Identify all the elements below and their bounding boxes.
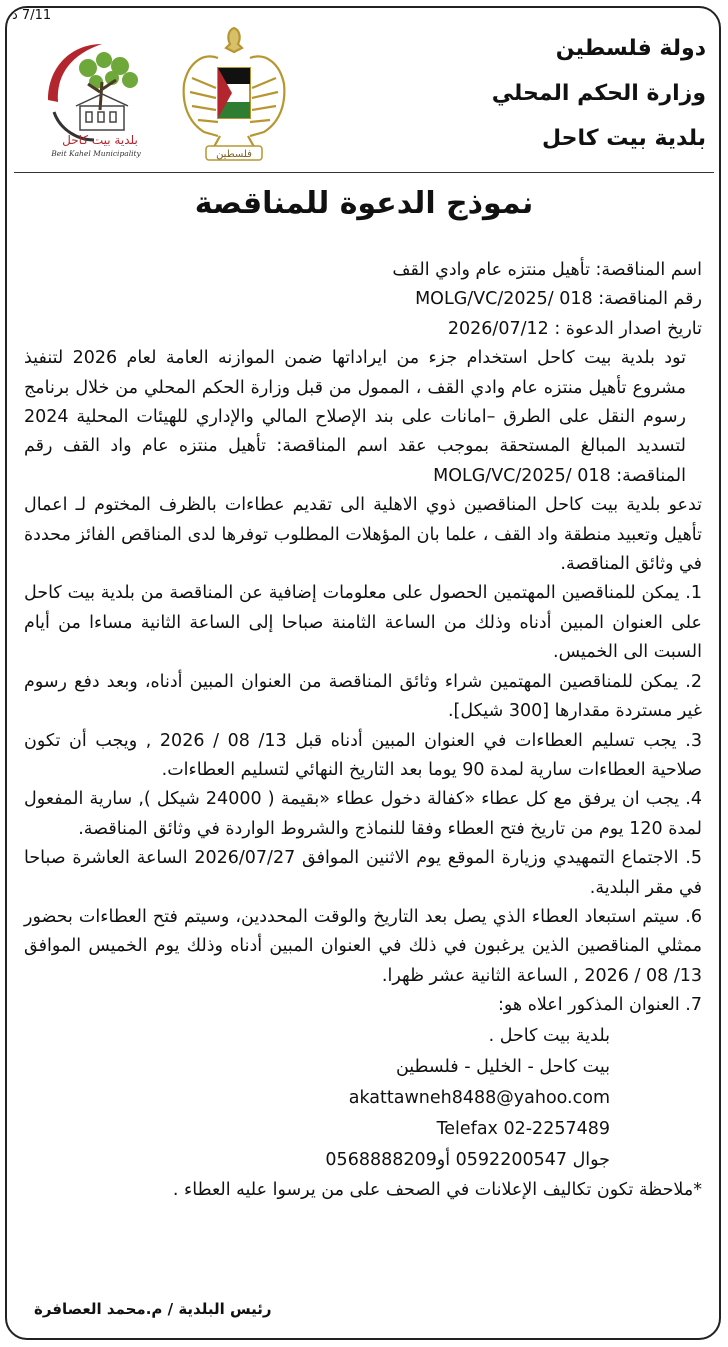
invitation-paragraph: تدعو بلدية بيت كاحل المناقصين ذوي الاهلية الى تقديم عطاءات بالظرف المختوم لـ اعمال تأهيل وتعبيد منطقة واد القف ، علما بان المؤهلات المطلوب توفرها لدى المناقص الفائز محددة في وثائق المناقصة. — [24, 495, 702, 575]
list-item: 7. العنوان المذكور اعلاه هو: — [497, 995, 702, 1016]
list-item: 6. سيتم استبعاد العطاء الذي يصل بعد التاريخ والوقت المحددين، وسيتم فتح العطاءات بحضور ممثلي المناقصين الذين يرغبون في ذلك في العنوان المبين أدناه وذلك يوم الخميس الموافق 13/ 08 / 2026 , الساعة الثانية عشر ظهرا. — [24, 906, 702, 986]
issuer-header — [492, 26, 706, 161]
address-block — [24, 1021, 702, 1176]
header-ministry: وزارة الحكم المحلي — [491, 81, 706, 106]
email-address: akattawneh8488@yahoo.com — [348, 1087, 610, 1108]
mayor-signature: رئيس البلدية / م.محمد العصافرة — [34, 1300, 272, 1318]
header-divider — [14, 172, 714, 173]
palestine-emblem-logo — [180, 18, 288, 168]
tender-body — [24, 256, 702, 1205]
mobile-numbers: جوال 0592200547 أو0568888209 — [325, 1149, 610, 1170]
document-title: نموذج الدعوة للمناقصة — [194, 186, 534, 221]
tender-number: رقم المناقصة: MOLG/VC/2025/ 018 — [415, 289, 702, 310]
tender-issue-date: تاريخ اصدار الدعوة : 2026/07/12 — [447, 318, 702, 339]
list-item: 2. يمكن للمناقصين المهتمين شراء وثائق المناقصة من العنوان المبين أدناه، وبعد دفع رسوم غير مستردة مقدارها [300 شيكل]. — [24, 671, 702, 722]
address-name: بلدية بيت كاحل . — [488, 1025, 610, 1046]
reference-number: 7/11 د — [12, 8, 52, 23]
header-state: دولة فلسطين — [555, 36, 706, 61]
logo-english-name: Beit Kahel Municipality — [51, 149, 141, 158]
address-location: بيت كاحل - الخليل - فلسطين — [395, 1056, 610, 1077]
intro-paragraph: تود بلدية بيت كاحل استخدام جزء من ايراداتها ضمن الموازنه العامة لعام 2026 لتنفيذ مشروع تأهيل منتزه عام وادي القف ، الممول من قبل وزارة الحكم المحلي من خلال برنامج رسوم النقل على الطرق –امانات على بند الإصلاح المالي والإداري للهيئات المحلية 2024 لتسديد المبالغ المستحقة بموجب عقد اسم المناقصة: تأهيل منتزه عام واد القف رقم المناقصة: MOLG/VC/2025/ 018 — [24, 348, 686, 486]
tender-name: اسم المناقصة: تأهيل منتزه عام وادي القف — [392, 260, 702, 280]
list-item: 3. يجب تسليم العطاءات في العنوان المبين أدناه قبل 13/ 08 / 2026 , ويجب أن تكون صلاحية العطاءات سارية لمدة 90 يوما بعد التاريخ النهائي لتسليم العطاءات. — [24, 730, 702, 780]
logo-arabic-name: بلدية بيت كاحل — [62, 133, 138, 147]
list-item: 1. يمكن للمناقصين المهتمين الحصول على معلومات إضافية عن المناقصة من بلدية بيت كاحل على العنوان المبين أدناه وذلك من الساعة الثامنة صباحا إلى الساعة الثانية مساءا من أيام السبت الى الخميس. — [24, 583, 702, 663]
beit-kahel-municipality-logo — [30, 30, 160, 160]
header-municipality: بلدية بيت كاحل — [542, 126, 706, 151]
telefax-number: Telefax 02-2257489 — [436, 1118, 610, 1139]
emblem-caption: فلسطين — [216, 149, 252, 160]
list-item: 4. يجب ان يرفق مع كل عطاء «كفالة دخول عطاء «بقيمة ( 24000 شيكل ), سارية المفعول لمدة 120 يوم من تاريخ فتح العطاء وفقا للنماذج والشروط الواردة في وثائق المناقصة. — [24, 789, 702, 839]
list-item: 5. الاجتماع التمهيدي وزيارة الموقع يوم الاثنين الموافق 2026/07/27 الساعة العاشرة صباحا في مقر البلدية. — [24, 848, 702, 898]
advertising-cost-note: *ملاحظة تكون تكاليف الإعلانات في الصحف على من يرسوا عليه العطاء . — [172, 1179, 702, 1200]
